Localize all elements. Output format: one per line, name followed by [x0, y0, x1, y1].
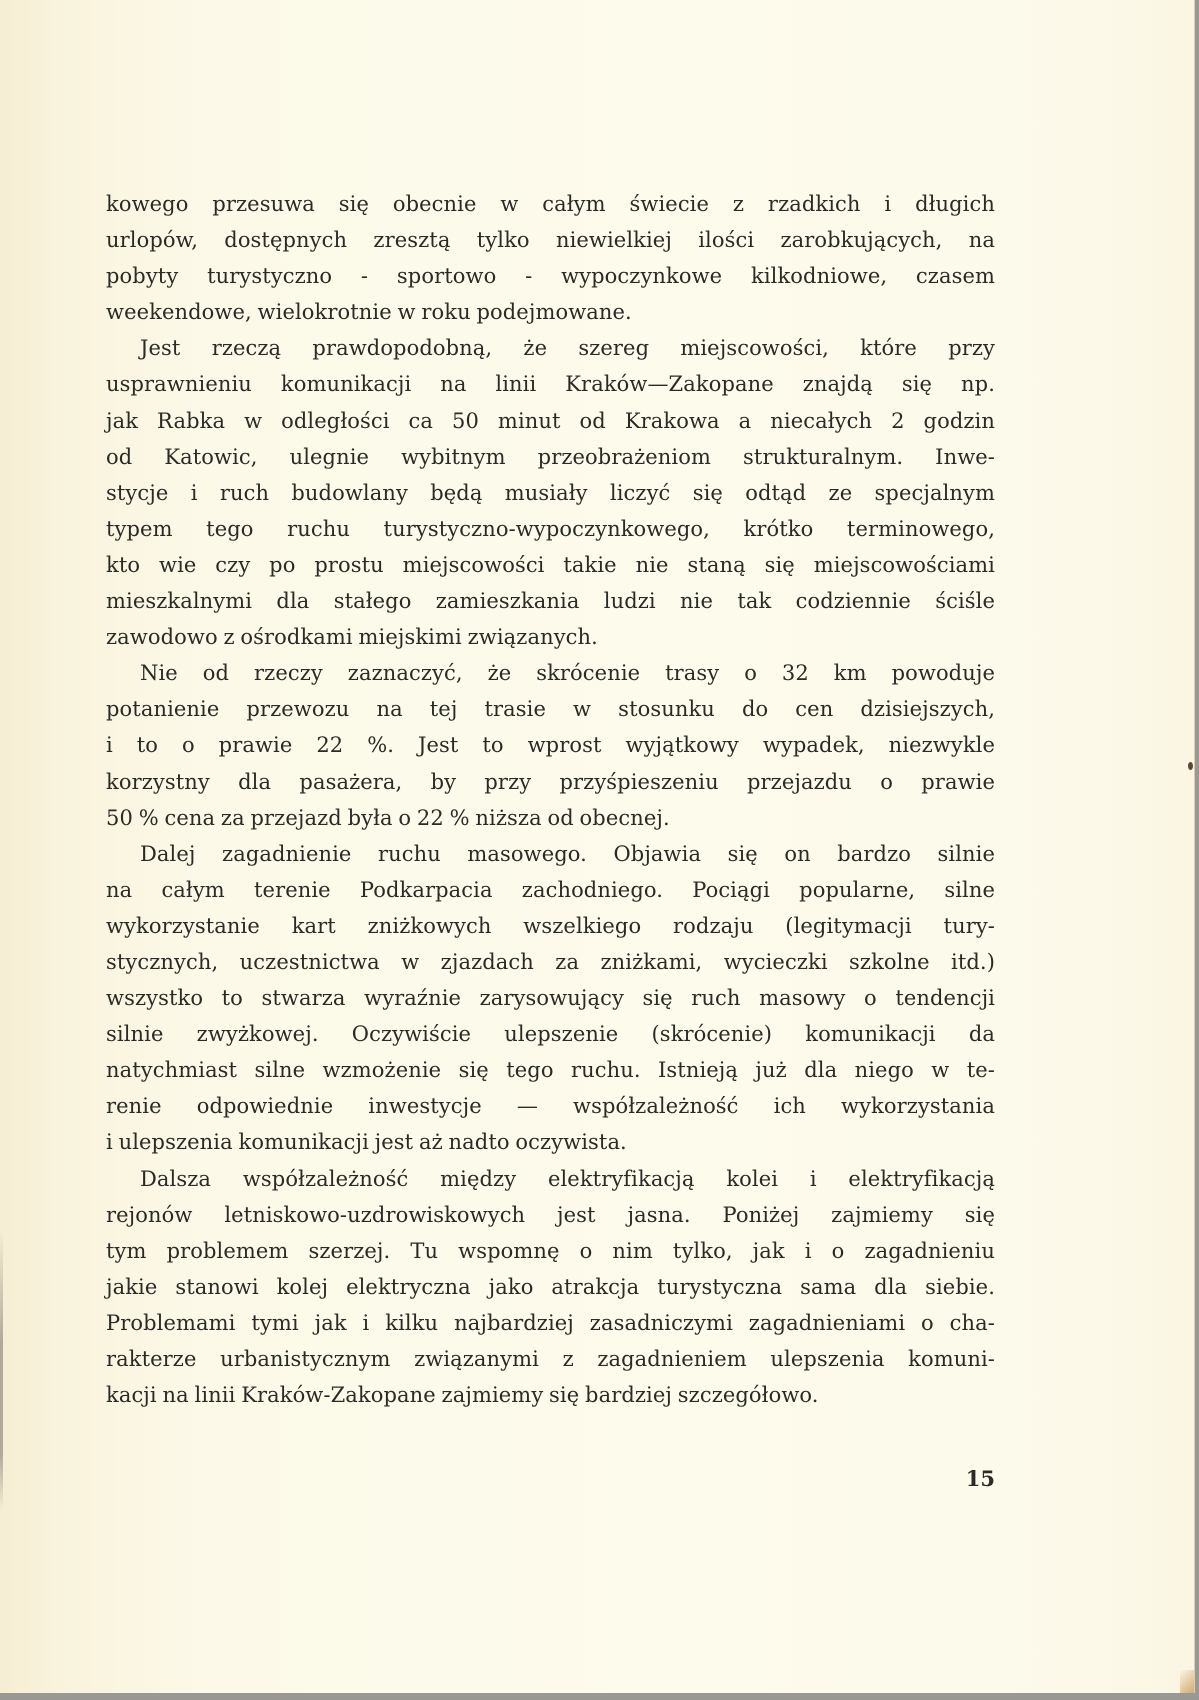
text-line: kto wie czy po prostu miejscowości takie nie staną się miejscowościami: [106, 552, 995, 577]
text-line: jakie stanowi kolej elektryczna jako atrakcja turystyczna sama dla siebie.: [106, 1274, 995, 1299]
text-line: kacji na linii Kraków-Zakopane zajmiemy się bardziej szczegółowo.: [106, 1383, 819, 1408]
text-line: stycje i ruch budowlany będą musiały liczyć się odtąd ze specjalnym: [106, 480, 995, 505]
paragraph: [106, 655, 995, 835]
text-line: od Katowic, ulegnie wybitnym przeobrażeniom strukturalnym. Inwe-: [106, 444, 995, 469]
text-line: potanienie przewozu na tej trasie w stosunku do cen dzisiejszych,: [106, 697, 995, 722]
text-line: natychmiast silne wzmożenie się tego ruchu. Istnieją już dla niego w te-: [106, 1058, 995, 1083]
body-text: [106, 186, 995, 1413]
text-line: 50 % cena za przejazd była o 22 % niższa od obecnej.: [106, 805, 670, 830]
text-line: stycznych, uczestnictwa w zjazdach za zniżkami, wycieczki szkolne itd.): [106, 949, 995, 974]
text-line: Problemami tymi jak i kilku najbardziej zasadniczymi zagadnieniami o cha-: [106, 1310, 995, 1335]
text-line: weekendowe, wielokrotnie w roku podejmowane.: [106, 300, 632, 325]
binding-shadow: [0, 1230, 3, 1510]
text-line: na całym terenie Podkarpacia zachodniego. Pociągi popularne, silne: [106, 877, 995, 902]
text-line: korzystny dla pasażera, by przy przyśpieszeniu przejazdu o prawie: [106, 769, 995, 794]
text-line: renie odpowiednie inwestycje — współzależność ich wykorzystania: [106, 1094, 995, 1119]
text-line: urlopów, dostępnych zresztą tylko niewielkiej ilości zarobkujących, na: [106, 228, 995, 253]
text-line: wykorzystanie kart zniżkowych wszelkiego rodzaju (legitymacji tury-: [106, 913, 995, 938]
text-line: usprawnieniu komunikacji na linii Kraków—Zakopane znajdą się np.: [106, 372, 995, 397]
text-line: rejonów letniskowo-uzdrowiskowych jest jasna. Poniżej zajmiemy się: [106, 1202, 995, 1227]
text-line: tym problemem szerzej. Tu wspomnę o nim tylko, jak i o zagadnieniu: [106, 1238, 995, 1263]
text-line: Dalsza współzależność między elektryfikacją kolei i elektryfikacją: [140, 1166, 995, 1191]
paragraph: [106, 186, 995, 330]
paragraph: [106, 836, 995, 1161]
text-line: zawodowo z ośrodkami miejskimi związanych.: [106, 625, 598, 650]
text-line: typem tego ruchu turystyczno-wypoczynkowego, krótko terminowego,: [106, 516, 995, 541]
text-line: jak Rabka w odległości ca 50 minut od Krakowa a niecałych 2 godzin: [106, 408, 995, 433]
text-line: kowego przesuwa się obecnie w całym świecie z rzadkich i długich: [106, 192, 995, 216]
text-line: silnie zwyżkowej. Oczywiście ulepszenie (skrócenie) komunikacji da: [106, 1022, 995, 1047]
text-line: i to o prawie 22 %. Jest to wprost wyjątkowy wypadek, niezwykle: [106, 733, 995, 758]
text-line: Nie od rzeczy zaznaczyć, że skrócenie trasy o 32 km powoduje: [140, 661, 995, 686]
text-line: wszystko to stwarza wyraźnie zarysowujący się ruch masowy o tendencji: [106, 986, 995, 1011]
text-line: i ulepszenia komunikacji jest aż nadto oczywista.: [106, 1130, 627, 1155]
text-line: Dalej zagadnienie ruchu masowego. Objawia się on bardzo silnie: [140, 841, 995, 866]
page-number: 15: [965, 1466, 995, 1491]
paragraph: [106, 330, 995, 655]
text-line: rakterze urbanistycznym związanymi z zagadnieniem ulepszenia komuni-: [106, 1347, 995, 1371]
paragraph: [106, 1161, 995, 1414]
page-corner-stain: [1180, 1670, 1194, 1693]
text-line: mieszkalnymi dla stałego zamieszkania ludzi nie tak codziennie ściśle: [106, 589, 995, 614]
text-line: Jest rzeczą prawdopodobną, że szereg miejscowości, które przy: [140, 336, 995, 361]
text-line: pobyty turystyczno - sportowo - wypoczynkowe kilkodniowe, czasem: [106, 264, 995, 289]
ink-blot-mark: [1188, 762, 1193, 770]
